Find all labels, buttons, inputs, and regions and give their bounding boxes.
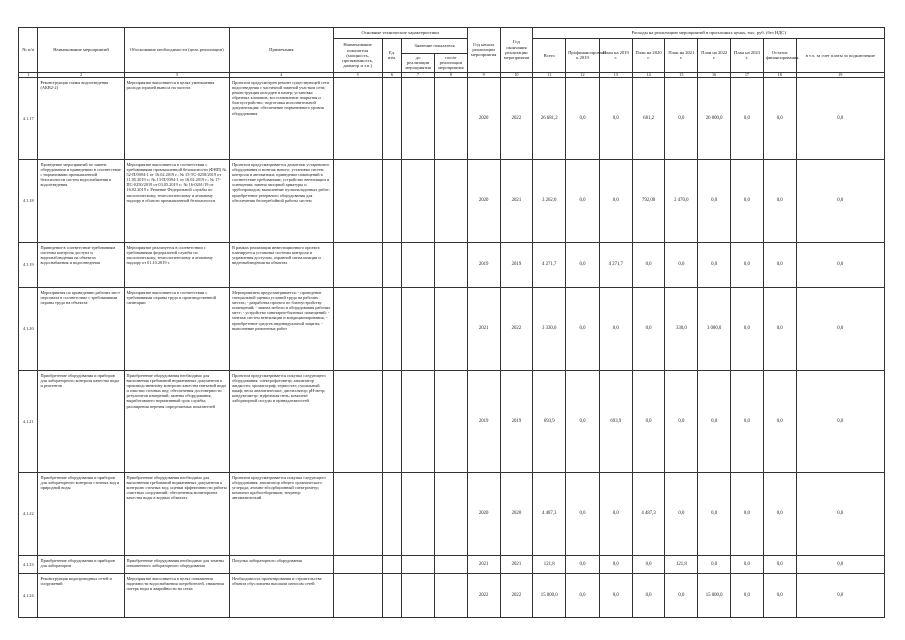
row-notes: Необходимость проектирования и строительства объекта обусловлена высоким износом сетей [230, 574, 333, 618]
row-remaining: 0,0 [763, 78, 796, 160]
row-tech-after [434, 243, 467, 288]
row-total: 693,9 [533, 371, 566, 473]
row-name: Приобретение оборудования и приборов для лабораторного контроля качества воды и реагентов [38, 371, 124, 473]
row-name: Приведение в соответствие требованиям системы контроля доступа и видеонаблюдения на объектах водоснабжения и водоотведения [38, 243, 124, 288]
row-tech-unit [382, 78, 401, 160]
row-plan-2020: 0,0 [632, 574, 665, 618]
row-plan-2019: 0,0 [599, 556, 632, 574]
row-name: Реконструкция водопроводных сетей и сооружений [38, 574, 124, 618]
row-tech-before [402, 78, 435, 160]
row-end-year: 2019 [500, 371, 533, 473]
row-tech-name [333, 160, 382, 243]
row-prefinanced: 0,0 [566, 473, 600, 556]
row-plan-2022: 0,0 [698, 473, 731, 556]
row-tech-unit [382, 574, 401, 618]
row-end-year: 2020 [500, 473, 533, 556]
row-start-year: 2020 [467, 473, 500, 556]
row-plan-2020: 681,2 [632, 78, 665, 160]
header-tech-group: Основные технические характеристики [333, 28, 467, 39]
row-tech-name [333, 371, 382, 473]
row-plan-2023: 0,0 [731, 160, 764, 243]
header-start-year: Год начала реализации мероприятия [467, 28, 500, 73]
row-prefinanced: 0,0 [566, 78, 600, 160]
row-total: 4 487,3 [533, 473, 566, 556]
table-header [19, 28, 885, 78]
row-tech-after [434, 473, 467, 556]
row-notes: Проектом предусматривается покупка следующего оборудования: анализатор общего органического углерода; атомно-абсорбционный спектрометр; комплект пробоотборников; титратор автоматический [230, 473, 333, 556]
row-plan-2022: 0,0 [698, 556, 731, 574]
column-number: 15 [665, 72, 698, 77]
header-costs-group: Расходы на реализацию мероприятий в прогнозных ценах, тыс. руб. (без НДС) [533, 28, 885, 39]
row-plan-2020: 792,00 [632, 160, 665, 243]
header-plan-2019: План на 2019 г. [599, 39, 632, 73]
row-by-loans: 0,0 [796, 371, 884, 473]
row-plan-2020: 0,0 [632, 556, 665, 574]
row-plan-2019: 0,0 [599, 160, 632, 243]
investment-program-table [18, 27, 885, 618]
row-remaining: 0,0 [763, 473, 796, 556]
table-body [19, 78, 885, 618]
row-prefinanced: 0,0 [566, 160, 600, 243]
row-start-year: 2021 [467, 288, 500, 371]
row-remaining: 0,0 [763, 160, 796, 243]
row-plan-2019: 0,0 [599, 574, 632, 618]
row-num: 4.1.21 [19, 371, 38, 473]
column-number: 19 [796, 72, 884, 77]
row-plan-2019: 4 271,7 [599, 243, 632, 288]
row-end-year: 2022 [500, 288, 533, 371]
row-name: Приобретение оборудования и приборов для лаборатории [38, 556, 124, 574]
header-tech-value: Значение показателя [402, 39, 468, 54]
row-notes: Мероприятием предусматривается: - проведение специальной оценки условий труда на рабочих местах; - разработка проекта по благоустройству помещений; - замена мебели и оборудования рабочих мест; - устройство санитарно-бытовых помещений; - монтаж систем вентиляции и кондиционирования; - приобретение средств индивидуальной защиты; - выполнение ремонтных работ [230, 288, 333, 371]
row-end-year: 2021 [500, 556, 533, 574]
row-tech-before [402, 243, 435, 288]
row-plan-2019: 693,9 [599, 371, 632, 473]
header-justification: Обоснование необходимости (цель реализации) [124, 28, 230, 73]
column-number: 12 [566, 72, 600, 77]
row-tech-after [434, 288, 467, 371]
row-notes: В рамках реализации инвестиционного проекта планируется установка системы контроля и управления доступом, охранной сигнализации и видеонаблюдения на объектах [230, 243, 333, 288]
header-remaining: Остаток финансирования [763, 39, 796, 73]
row-justification: Мероприятие выполняется в соответствии с требованиями промышленной безопасности (ФНП) № 52-П/0094-1 от 16.02.2019 г.; № 15-ТС-0258/2019 от 11.05.2019 г.; № 13-П/0394-1 от 16.02.2019 г.; № 17-ПС-0250/2019 от 03.05.2019 г.; № 16-0261/19 от 16.02.2019 г. Решение Федеральной службы по экологическому, технологическому и атомному надзору в области промышленной безопасности [124, 160, 230, 243]
row-plan-2023: 0,0 [731, 78, 764, 160]
row-plan-2023: 0,0 [731, 371, 764, 473]
row-num: 4.1.17 [19, 78, 38, 160]
row-start-year: 2019 [467, 371, 500, 473]
row-num: 4.1.19 [19, 243, 38, 288]
row-start-year: 2021 [467, 556, 500, 574]
row-justification: Мероприятие выполняется в целях уменьшения расхода горячей выноса на частота [124, 78, 230, 160]
table-row [19, 574, 885, 618]
row-tech-before [402, 288, 435, 371]
row-total: 26 681,2 [533, 78, 566, 160]
row-tech-before [402, 574, 435, 618]
row-tech-unit [382, 288, 401, 371]
row-justification: Мероприятие выполняется в соответствии с требованиями охраны труда и производственной санитарии [124, 288, 230, 371]
header-by-loans: в т.ч. за счет платы за подключение [796, 39, 884, 73]
row-by-loans: 0,0 [796, 473, 884, 556]
header-name: Наименование мероприятий [38, 28, 124, 73]
row-tech-unit [382, 371, 401, 473]
row-plan-2023: 0,0 [731, 243, 764, 288]
column-number: 10 [500, 72, 533, 77]
row-justification: Приобретение оборудования необходимо для замены изношенного лабораторного оборудования [124, 556, 230, 574]
row-justification: Приобретение оборудования необходимо для выполнения требований нормативных документов к производственному контролю качества питьевой воды и очистки сточных вод; обеспечения достоверности результатов измерений; замены оборудования, выработавшего нормативный срок службы; расширения перечня определяемых показателей [124, 371, 230, 473]
row-end-year: 2022 [500, 78, 533, 160]
table-row [19, 78, 885, 160]
row-plan-2023: 0,0 [731, 574, 764, 618]
row-by-loans: 0,0 [796, 78, 884, 160]
column-number: 18 [763, 72, 796, 77]
row-justification: Мероприятие выполняется в целях повышения надежности водоснабжения потребителей, снижения потерь воды и аварийности на сетях [124, 574, 230, 618]
row-plan-2021: 0,0 [665, 78, 698, 160]
table-row [19, 243, 885, 288]
row-remaining: 0,0 [763, 556, 796, 574]
investment-program-table-sheet [18, 27, 885, 618]
row-tech-name [333, 473, 382, 556]
row-tech-after [434, 78, 467, 160]
row-plan-2022: 3 000,0 [698, 288, 731, 371]
column-number: 6 [382, 72, 401, 77]
column-number: 16 [698, 72, 731, 77]
row-plan-2020: 4 487,3 [632, 473, 665, 556]
table-row [19, 556, 885, 574]
table-row [19, 160, 885, 243]
row-tech-unit [382, 243, 401, 288]
row-plan-2021: 330,0 [665, 288, 698, 371]
row-prefinanced: 0,0 [566, 574, 600, 618]
row-name: Приобретение оборудования и приборов для лабораторного контроля сточных вод и природной воды [38, 473, 124, 556]
column-number: 2 [38, 72, 124, 77]
row-tech-name [333, 78, 382, 160]
row-tech-after [434, 556, 467, 574]
row-total: 4 271,7 [533, 243, 566, 288]
header-plan-2020: План на 2020 г. [632, 39, 665, 73]
row-plan-2019: 0,0 [599, 473, 632, 556]
row-tech-unit [382, 473, 401, 556]
column-number: 8 [434, 72, 467, 77]
row-tech-before [402, 556, 435, 574]
row-name: Проведение мероприятий по замене оборудования и приведению в соответствие с нормативами промышленной безопасности систем водоснабжения и водоотведения [38, 160, 124, 243]
row-num: 4.1.18 [19, 160, 38, 243]
row-by-loans: 0,0 [796, 574, 884, 618]
header-tech-after: после реализации мероприятия [434, 54, 467, 73]
row-plan-2022: 0,0 [698, 160, 731, 243]
row-tech-after [434, 160, 467, 243]
row-notes: Проектом предусмотрен ремонт существующей сети водоотведения с частичной заменой участков сети; реконструкция колодцев и камер; установка обратных клапанов; восстановление покрытия и благоустройство; подготовка исполнительной документации; обеспечение нормативного уровня оборудования [230, 78, 333, 160]
row-end-year: 2022 [500, 574, 533, 618]
row-notes: Проектом предусматривается покупка следующего оборудования: спектрофотометр; анализатор жидкости; хроматограф; термостат; сушильный шкаф; весы аналитические; дистиллятор; pH-метр; кондуктометр; муфельная печь; комплект лабораторной посуды и принадлежностей [230, 371, 333, 473]
row-prefinanced: 0,0 [566, 288, 600, 371]
row-plan-2021: 0,0 [665, 473, 698, 556]
row-justification: Приобретение оборудования необходимо для выполнения требований нормативных документов к контролю сточных вод; оценки эффективности работы очистных сооружений; обеспечения мониторинга качества воды в водных объектах [124, 473, 230, 556]
header-prefinanced: Профинансировано к 2019 [566, 39, 600, 73]
row-tech-after [434, 574, 467, 618]
table-row [19, 288, 885, 371]
row-tech-name [333, 574, 382, 618]
column-number: 13 [599, 72, 632, 77]
row-plan-2020: 0,0 [632, 243, 665, 288]
table-row [19, 473, 885, 556]
row-tech-unit [382, 160, 401, 243]
row-total: 15 000,0 [533, 574, 566, 618]
header-tech-before: до реализации мероприятия [402, 54, 435, 73]
row-num: 4.1.22 [19, 473, 38, 556]
row-tech-name [333, 243, 382, 288]
row-notes: Покупка лабораторного оборудования [230, 556, 333, 574]
row-plan-2021: 2 470,0 [665, 160, 698, 243]
row-prefinanced: 0,0 [566, 556, 600, 574]
row-plan-2022: 26 000,0 [698, 78, 731, 160]
header-plan-2023: План на 2023 г. [731, 39, 764, 73]
row-plan-2022: 0,0 [698, 371, 731, 473]
row-prefinanced: 0,0 [566, 371, 600, 473]
row-start-year: 2020 [467, 78, 500, 160]
row-by-loans: 0,0 [796, 288, 884, 371]
row-num: 4.1.24 [19, 574, 38, 618]
table-row [19, 371, 885, 473]
row-by-loans: 0,0 [796, 160, 884, 243]
row-justification: Мероприятие реализуется в соответствии с требованиями федеральной службы по экологическому, технологическому и атомному надзору от 01.10.2019 г. [124, 243, 230, 288]
row-by-loans: 0,0 [796, 556, 884, 574]
row-plan-2023: 0,0 [731, 473, 764, 556]
row-start-year: 2022 [467, 574, 500, 618]
row-start-year: 2020 [467, 160, 500, 243]
row-plan-2023: 0,0 [731, 556, 764, 574]
row-end-year: 2019 [500, 243, 533, 288]
column-number: 17 [731, 72, 764, 77]
row-prefinanced: 0,0 [566, 243, 600, 288]
row-notes: Проектом предусматривается демонтаж устаревшего оборудования и монтаж нового; установка систем контроля и автоматики; приведение помещений в соответствие требованиям; устройство вентиляции и освещения; замена запорной арматуры и трубопроводов; выполнение пусконаладочных работ; приобретение резервного оборудования для обеспечения бесперебойной работы систем [230, 160, 333, 243]
row-plan-2019: 0,0 [599, 288, 632, 371]
row-plan-2022: 15 000,0 [698, 574, 731, 618]
row-num: 4.1.20 [19, 288, 38, 371]
column-number: 9 [467, 72, 500, 77]
row-tech-unit [382, 556, 401, 574]
row-remaining: 0,0 [763, 288, 796, 371]
header-tech-unit: Ед. изм. [382, 39, 401, 73]
row-num: 4.1.23 [19, 556, 38, 574]
row-plan-2021: 0,0 [665, 371, 698, 473]
row-end-year: 2021 [500, 160, 533, 243]
row-tech-before [402, 371, 435, 473]
row-plan-2020: 0,0 [632, 288, 665, 371]
row-name: Реконструкция схемы водоотведения (АКВ2-2) [38, 78, 124, 160]
row-by-loans: 0,0 [796, 243, 884, 288]
row-remaining: 0,0 [763, 371, 796, 473]
row-plan-2020: 0,0 [632, 371, 665, 473]
row-plan-2021: 121,8 [665, 556, 698, 574]
row-remaining: 0,0 [763, 243, 796, 288]
header-plan-2021: План на 2021 г. [665, 39, 698, 73]
column-number: 11 [533, 72, 566, 77]
column-number: 7 [402, 72, 435, 77]
header-plan-2022: План на 2022 г. [698, 39, 731, 73]
header-end-year: Год окончания реализации мероприятия [500, 28, 533, 73]
row-total: 121,8 [533, 556, 566, 574]
row-tech-before [402, 473, 435, 556]
row-plan-2022: 0,0 [698, 243, 731, 288]
row-tech-name [333, 556, 382, 574]
row-start-year: 2019 [467, 243, 500, 288]
row-tech-before [402, 160, 435, 243]
column-number: 1 [19, 72, 38, 77]
header-notes: Примечания [230, 28, 333, 73]
column-number: 14 [632, 72, 665, 77]
header-total: Всего [533, 39, 566, 73]
column-number: 4 [230, 72, 333, 77]
row-plan-2021: 0,0 [665, 243, 698, 288]
row-plan-2019: 0,0 [599, 78, 632, 160]
row-tech-after [434, 371, 467, 473]
row-plan-2021: 0,0 [665, 574, 698, 618]
row-total: 3 262,0 [533, 160, 566, 243]
header-tech-name: Наименование показателя (мощность, протяженность, диаметр и т.п.) [333, 39, 382, 73]
row-name: Мероприятия по приведению рабочих мест персонала в соответствие с требованиями охраны труда на объектах [38, 288, 124, 371]
row-remaining: 0,0 [763, 574, 796, 618]
row-total: 3 330,0 [533, 288, 566, 371]
row-tech-name [333, 288, 382, 371]
header-num: № п/п [19, 28, 38, 73]
row-plan-2023: 0,0 [731, 288, 764, 371]
column-number: 5 [333, 72, 382, 77]
column-number: 3 [124, 72, 230, 77]
